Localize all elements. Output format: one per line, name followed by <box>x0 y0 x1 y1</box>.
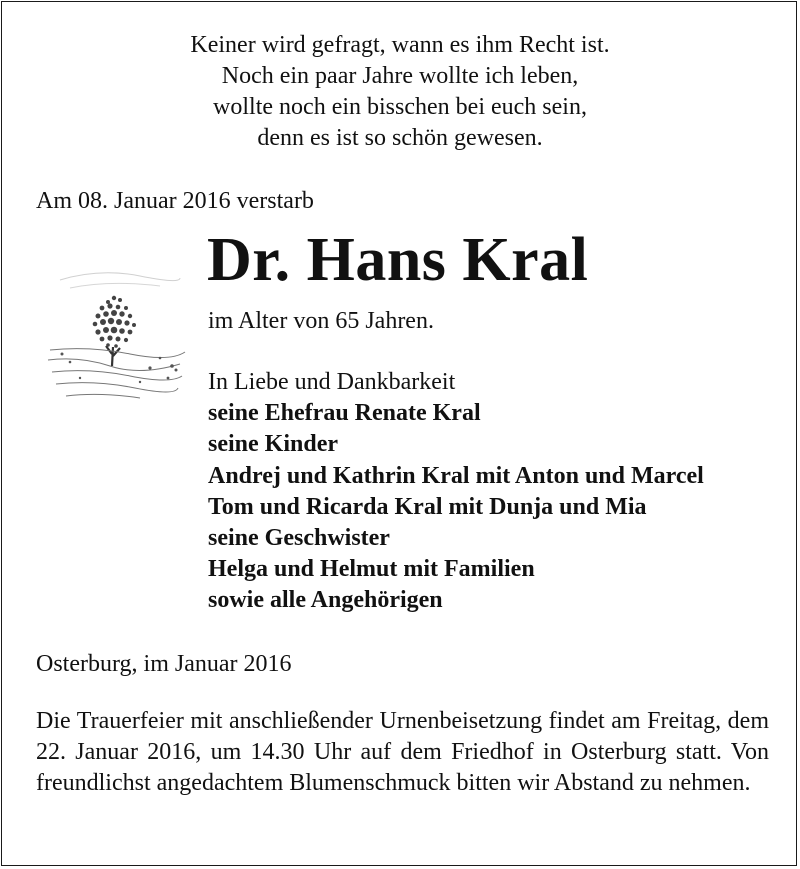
death-announcement: Am 08. Januar 2016 verstarb <box>36 188 314 214</box>
deceased-age: im Alter von 65 Jahren. <box>208 308 434 334</box>
ceremony-notice: Die Trauerfeier mit anschließender Urnenbeisetzung findet am Freitag, dem 22. Januar 2016, um 14.30 Uhr auf dem Friedhof in Osterburg statt. Von freundlichst angedachtem Blumenschmuck bitten wir Abstand zu nehmen. <box>36 708 769 796</box>
mourners-intro: In Liebe und Dankbarkeit <box>208 369 456 395</box>
mourner-line: seine Geschwister <box>208 525 390 552</box>
mourner-line: Andrej und Kathrin Kral mit Anton und Marcel <box>208 462 704 489</box>
poem <box>0 30 800 154</box>
poem-line: Keiner wird gefragt, wann es ihm Recht ist. <box>190 32 610 58</box>
place-date: Osterburg, im Januar 2016 <box>36 651 292 677</box>
mourner-line: sowie alle Angehörigen <box>208 587 443 614</box>
mourner-line: Helga und Helmut mit Familien <box>208 556 535 583</box>
mourner-line: Tom und Ricarda Kral mit Dunja und Mia <box>208 493 647 520</box>
poem-line: denn es ist so schön gewesen. <box>257 125 543 151</box>
mourner-line: seine Ehefrau Renate Kral <box>208 400 481 427</box>
poem-line: wollte noch ein bisschen bei euch sein, <box>213 94 587 120</box>
mourner-line: seine Kinder <box>208 431 338 458</box>
deceased-name: Dr. Hans Kral <box>207 226 589 294</box>
poem-line: Noch ein paar Jahre wollte ich leben, <box>221 63 579 89</box>
mourners-block <box>208 367 704 617</box>
tree-landscape-icon <box>40 250 190 418</box>
